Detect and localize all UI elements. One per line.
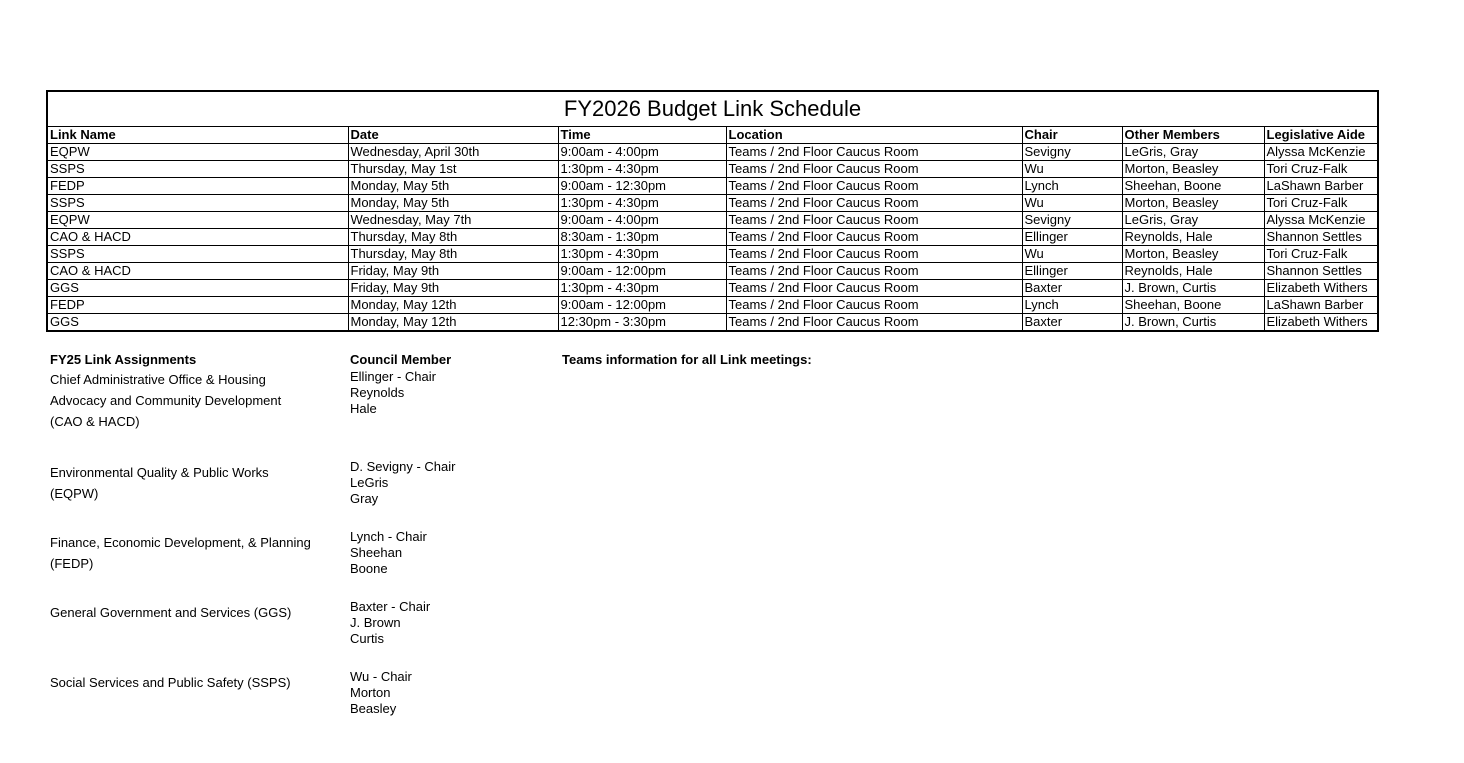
members-fedp: [350, 529, 550, 577]
table-row: [48, 246, 1377, 263]
cell-other-members: Morton, Beasley: [1122, 246, 1264, 263]
member-item: Baxter - Chair: [350, 599, 431, 614]
table-row: [48, 212, 1377, 229]
cell-link-name: EQPW: [48, 212, 348, 229]
col-header-chair: Chair: [1022, 127, 1122, 144]
cell-chair: Ellinger: [1022, 263, 1122, 280]
cell-time: 1:30pm - 4:30pm: [558, 161, 726, 178]
cell-link-name: SSPS: [48, 246, 348, 263]
schedule-table-block: [46, 90, 1379, 332]
table-row: [48, 178, 1377, 195]
cell-other-members: J. Brown, Curtis: [1122, 280, 1264, 297]
cell-other-members: Sheehan, Boone: [1122, 178, 1264, 195]
member-item: Morton: [350, 685, 391, 700]
cell-location: Teams / 2nd Floor Caucus Room: [726, 263, 1022, 280]
cell-link-name: EQPW: [48, 144, 348, 161]
cell-date: Monday, May 5th: [348, 178, 558, 195]
cell-link-name: GGS: [48, 314, 348, 331]
cell-date: Friday, May 9th: [348, 263, 558, 280]
cell-other-members: Sheehan, Boone: [1122, 297, 1264, 314]
cell-chair: Sevigny: [1022, 212, 1122, 229]
link-name-line: Finance, Economic Development, & Planning: [50, 535, 311, 550]
cell-time: 1:30pm - 4:30pm: [558, 246, 726, 263]
cell-time: 8:30am - 1:30pm: [558, 229, 726, 246]
members-cao-hacd: [350, 369, 550, 417]
table-row: [48, 144, 1377, 161]
col-header-link-name: Link Name: [48, 127, 348, 144]
cell-location: Teams / 2nd Floor Caucus Room: [726, 280, 1022, 297]
cell-legislative-aide: Tori Cruz-Falk: [1264, 246, 1377, 263]
cell-time: 1:30pm - 4:30pm: [558, 195, 726, 212]
cell-location: Teams / 2nd Floor Caucus Room: [726, 314, 1022, 331]
link-name-ggs: [50, 602, 342, 623]
cell-time: 12:30pm - 3:30pm: [558, 314, 726, 331]
assignments-heading: FY25 Link Assignments: [50, 352, 197, 367]
member-item: Ellinger - Chair: [350, 369, 436, 384]
col-header-time: Time: [558, 127, 726, 144]
cell-date: Thursday, May 8th: [348, 246, 558, 263]
member-item: Boone: [350, 561, 388, 576]
member-item: Gray: [350, 491, 379, 506]
member-item: Reynolds: [350, 385, 405, 400]
cell-chair: Wu: [1022, 161, 1122, 178]
cell-time: 9:00am - 4:00pm: [558, 144, 726, 161]
cell-link-name: FEDP: [48, 178, 348, 195]
cell-time: 9:00am - 4:00pm: [558, 212, 726, 229]
col-header-date: Date: [348, 127, 558, 144]
link-name-fedp: [50, 532, 342, 574]
link-name-line: Chief Administrative Office & Housing: [50, 372, 266, 387]
table-row: [48, 314, 1377, 331]
teams-info-heading: Teams information for all Link meetings:: [562, 352, 812, 367]
cell-legislative-aide: LaShawn Barber: [1264, 178, 1377, 195]
member-item: Lynch - Chair: [350, 529, 427, 544]
cell-date: Monday, May 12th: [348, 314, 558, 331]
link-name-eqpw: [50, 462, 342, 504]
cell-other-members: LeGris, Gray: [1122, 212, 1264, 229]
link-name-line: Advocacy and Community Development: [50, 393, 282, 408]
cell-legislative-aide: LaShawn Barber: [1264, 297, 1377, 314]
member-item: Beasley: [350, 701, 397, 716]
cell-other-members: Reynolds, Hale: [1122, 263, 1264, 280]
table-row: [48, 229, 1377, 246]
cell-legislative-aide: Elizabeth Withers: [1264, 280, 1377, 297]
cell-link-name: CAO & HACD: [48, 229, 348, 246]
cell-time: 9:00am - 12:00pm: [558, 263, 726, 280]
cell-link-name: FEDP: [48, 297, 348, 314]
col-header-other-members: Other Members: [1122, 127, 1264, 144]
member-item: Wu - Chair: [350, 669, 412, 684]
cell-other-members: LeGris, Gray: [1122, 144, 1264, 161]
cell-link-name: SSPS: [48, 161, 348, 178]
cell-location: Teams / 2nd Floor Caucus Room: [726, 229, 1022, 246]
table-row: [48, 280, 1377, 297]
link-name-ssps: [50, 672, 342, 693]
cell-other-members: Morton, Beasley: [1122, 161, 1264, 178]
link-name-line: (CAO & HACD): [50, 414, 140, 429]
cell-time: 1:30pm - 4:30pm: [558, 280, 726, 297]
member-item: J. Brown: [350, 615, 401, 630]
table-row: [48, 263, 1377, 280]
table-row: [48, 195, 1377, 212]
cell-chair: Ellinger: [1022, 229, 1122, 246]
cell-legislative-aide: Shannon Settles: [1264, 229, 1377, 246]
cell-chair: Wu: [1022, 195, 1122, 212]
cell-link-name: GGS: [48, 280, 348, 297]
cell-chair: Baxter: [1022, 314, 1122, 331]
cell-other-members: Morton, Beasley: [1122, 195, 1264, 212]
cell-chair: Sevigny: [1022, 144, 1122, 161]
schedule-table: [48, 127, 1377, 330]
cell-time: 9:00am - 12:30pm: [558, 178, 726, 195]
members-ggs: [350, 599, 550, 647]
cell-legislative-aide: Tori Cruz-Falk: [1264, 161, 1377, 178]
cell-location: Teams / 2nd Floor Caucus Room: [726, 297, 1022, 314]
cell-date: Friday, May 9th: [348, 280, 558, 297]
cell-location: Teams / 2nd Floor Caucus Room: [726, 161, 1022, 178]
cell-location: Teams / 2nd Floor Caucus Room: [726, 212, 1022, 229]
cell-chair: Lynch: [1022, 297, 1122, 314]
link-name-cao-hacd: [50, 369, 342, 432]
table-header-row: [48, 127, 1377, 144]
cell-chair: Lynch: [1022, 178, 1122, 195]
table-row: [48, 161, 1377, 178]
cell-legislative-aide: Shannon Settles: [1264, 263, 1377, 280]
cell-other-members: J. Brown, Curtis: [1122, 314, 1264, 331]
cell-link-name: SSPS: [48, 195, 348, 212]
cell-chair: Wu: [1022, 246, 1122, 263]
cell-time: 9:00am - 12:00pm: [558, 297, 726, 314]
cell-chair: Baxter: [1022, 280, 1122, 297]
link-name-line: General Government and Services (GGS): [50, 605, 292, 620]
link-name-line: (EQPW): [50, 486, 99, 501]
link-name-line: (FEDP): [50, 556, 94, 571]
cell-date: Wednesday, April 30th: [348, 144, 558, 161]
schedule-title: FY2026 Budget Link Schedule: [48, 92, 1377, 127]
col-header-location: Location: [726, 127, 1022, 144]
cell-date: Monday, May 12th: [348, 297, 558, 314]
member-item: Sheehan: [350, 545, 403, 560]
member-item: Hale: [350, 401, 377, 416]
cell-legislative-aide: Alyssa McKenzie: [1264, 212, 1377, 229]
cell-other-members: Reynolds, Hale: [1122, 229, 1264, 246]
cell-date: Monday, May 5th: [348, 195, 558, 212]
link-name-line: Environmental Quality & Public Works: [50, 465, 269, 480]
cell-legislative-aide: Alyssa McKenzie: [1264, 144, 1377, 161]
cell-location: Teams / 2nd Floor Caucus Room: [726, 144, 1022, 161]
member-item: Curtis: [350, 631, 384, 646]
members-ssps: [350, 669, 550, 717]
col-header-legislative-aide: Legislative Aide: [1264, 127, 1377, 144]
cell-date: Thursday, May 8th: [348, 229, 558, 246]
cell-location: Teams / 2nd Floor Caucus Room: [726, 195, 1022, 212]
cell-location: Teams / 2nd Floor Caucus Room: [726, 246, 1022, 263]
link-name-line: Social Services and Public Safety (SSPS): [50, 675, 291, 690]
cell-link-name: CAO & HACD: [48, 263, 348, 280]
table-row: [48, 297, 1377, 314]
council-member-heading: Council Member: [350, 352, 452, 367]
cell-date: Wednesday, May 7th: [348, 212, 558, 229]
members-eqpw: [350, 459, 550, 507]
cell-legislative-aide: Tori Cruz-Falk: [1264, 195, 1377, 212]
cell-legislative-aide: Elizabeth Withers: [1264, 314, 1377, 331]
member-item: D. Sevigny - Chair: [350, 459, 456, 474]
cell-date: Thursday, May 1st: [348, 161, 558, 178]
cell-location: Teams / 2nd Floor Caucus Room: [726, 178, 1022, 195]
member-item: LeGris: [350, 475, 389, 490]
